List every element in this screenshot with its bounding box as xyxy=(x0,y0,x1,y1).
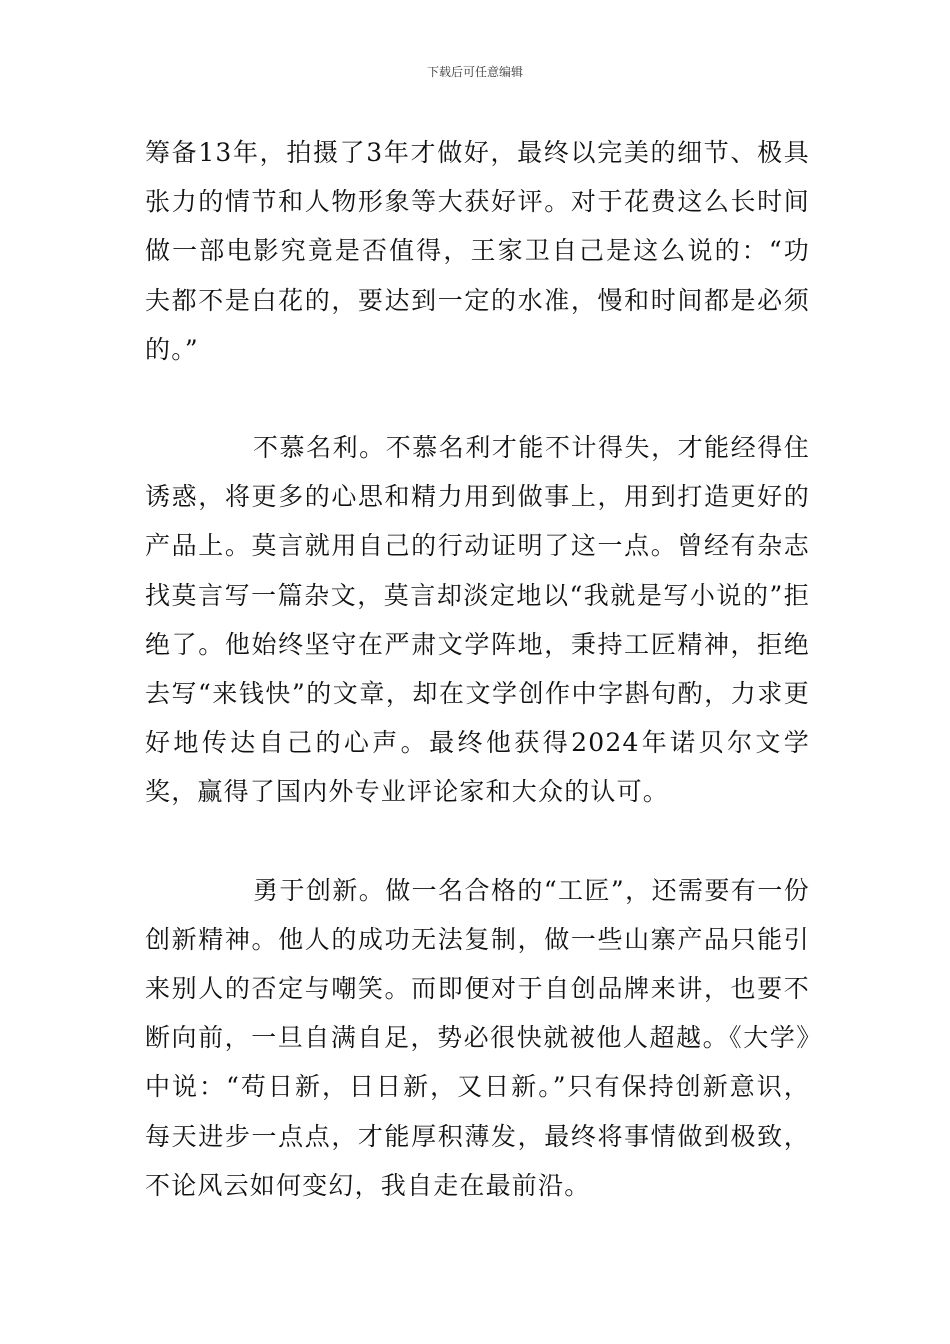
paragraph-continued: 筹备13年，拍摄了3年才做好，最终以完美的细节、极具张力的情节和人物形象等大获好评。对于花费这么长时间做一部电影究竟是否值得，王家卫自己是这么说的：“功夫都不是白花的，要达到一定的水准，慢和时间都是必须的。” xyxy=(145,138,810,364)
document-body xyxy=(145,128,810,1210)
paragraph-spacer xyxy=(145,817,810,866)
paragraph-innovation: 勇于创新。做一名合格的“工匠”，还需要有一份创新精神。他人的成功无法复制，做一些山寨产品只能引来别人的否定与嘲笑。而即便对于自创品牌来讲，也要不断向前，一旦自满自足，势必很快就被他人超越。《大学》中说：“苟日新，日日新，又日新。”只有保持创新意识，每天进步一点点，才能厚积薄发，最终将事情做到极致，不论风云如何变幻，我自走在最前沿。 xyxy=(145,875,810,1200)
page-header-note: 下载后可任意编辑 xyxy=(426,65,523,79)
paragraph-indifference-to-fame: 不慕名利。不慕名利才能不计得失，才能经得住诱惑，将更多的心思和精力用到做事上，用到打造更好的产品上。莫言就用自己的行动证明了这一点。曾经有杂志找莫言写一篇杂文，莫言却淡定地以“我就是写小说的”拒绝了。他始终坚守在严肃文学阵地，秉持工匠精神，拒绝去写“来钱快”的文章，却在文学创作中字斟句酌，力求更好地传达自己的心声。最终他获得2024年诺贝尔文学奖，赢得了国内外专业评论家和大众的认可。 xyxy=(145,433,810,807)
paragraph-spacer xyxy=(145,374,810,423)
